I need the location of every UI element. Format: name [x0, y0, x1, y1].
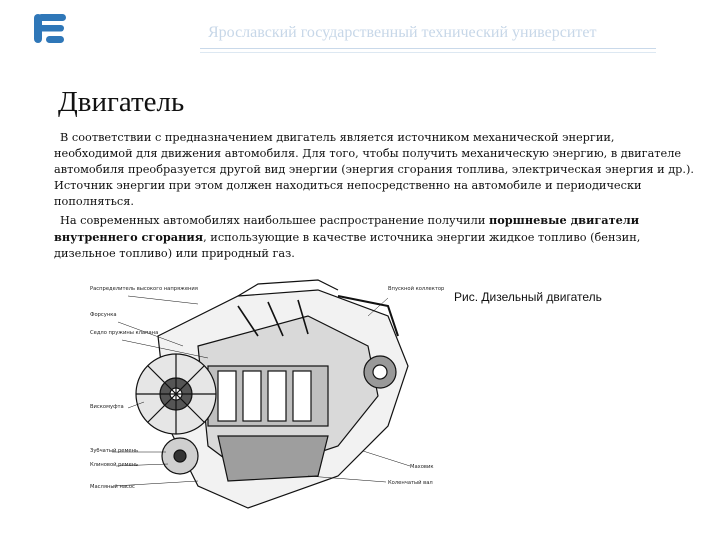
- university-logo-icon: [34, 12, 68, 44]
- paragraph-engine-purpose: В соответствии с предназначением двигатель является источником механической энергии, необходимой для движения автомобиля. Для того, чтобы получить механическую энергию, в двигателе автомобиля преобразуется другой вид энергии (энергия сгорания топлива, электрическая энергия и др.). Источник энергии при этом должен находиться непосредственно на автомобиле и периодически пополняться.: [54, 131, 695, 208]
- paragraph-piston-engines: [54, 212, 694, 262]
- label-injector: Форсунка: [90, 312, 117, 318]
- label-intake: Впускной коллектор: [388, 286, 445, 292]
- diesel-engine-illustration: [88, 276, 454, 524]
- label-v-belt: Клиновой ремень: [90, 462, 139, 468]
- paragraph-text: , использующие в качестве источника энергии жидкое топливо (бензин, дизельное топливо) или природный газ.: [54, 231, 641, 260]
- slide-title: Двигатель: [58, 86, 185, 118]
- header-divider-secondary: [200, 52, 656, 53]
- university-name: Ярославский государственный технический университет: [208, 24, 597, 41]
- highlighted-term: поршневые двигатели внутреннего сгорания: [54, 213, 640, 244]
- label-toothed-belt: Зубчатый ремень: [90, 448, 139, 454]
- label-crankshaft: Коленчатый вал: [388, 480, 433, 486]
- slide-body: [54, 130, 694, 264]
- label-viscous-clutch: Вискомуфта: [90, 404, 124, 410]
- label-flywheel: Маховик: [410, 464, 434, 470]
- label-valve-spring: Седло пружины клапана: [90, 330, 159, 336]
- figure-caption: Рис. Дизельный двигатель: [454, 290, 602, 304]
- header-divider: [200, 48, 656, 49]
- paragraph-text: На современных автомобилях наибольшее распространение получили: [60, 214, 489, 227]
- label-oil-pump: Масляный насос: [90, 484, 135, 490]
- label-distributor: Распределитель высокого напряжения: [90, 286, 198, 292]
